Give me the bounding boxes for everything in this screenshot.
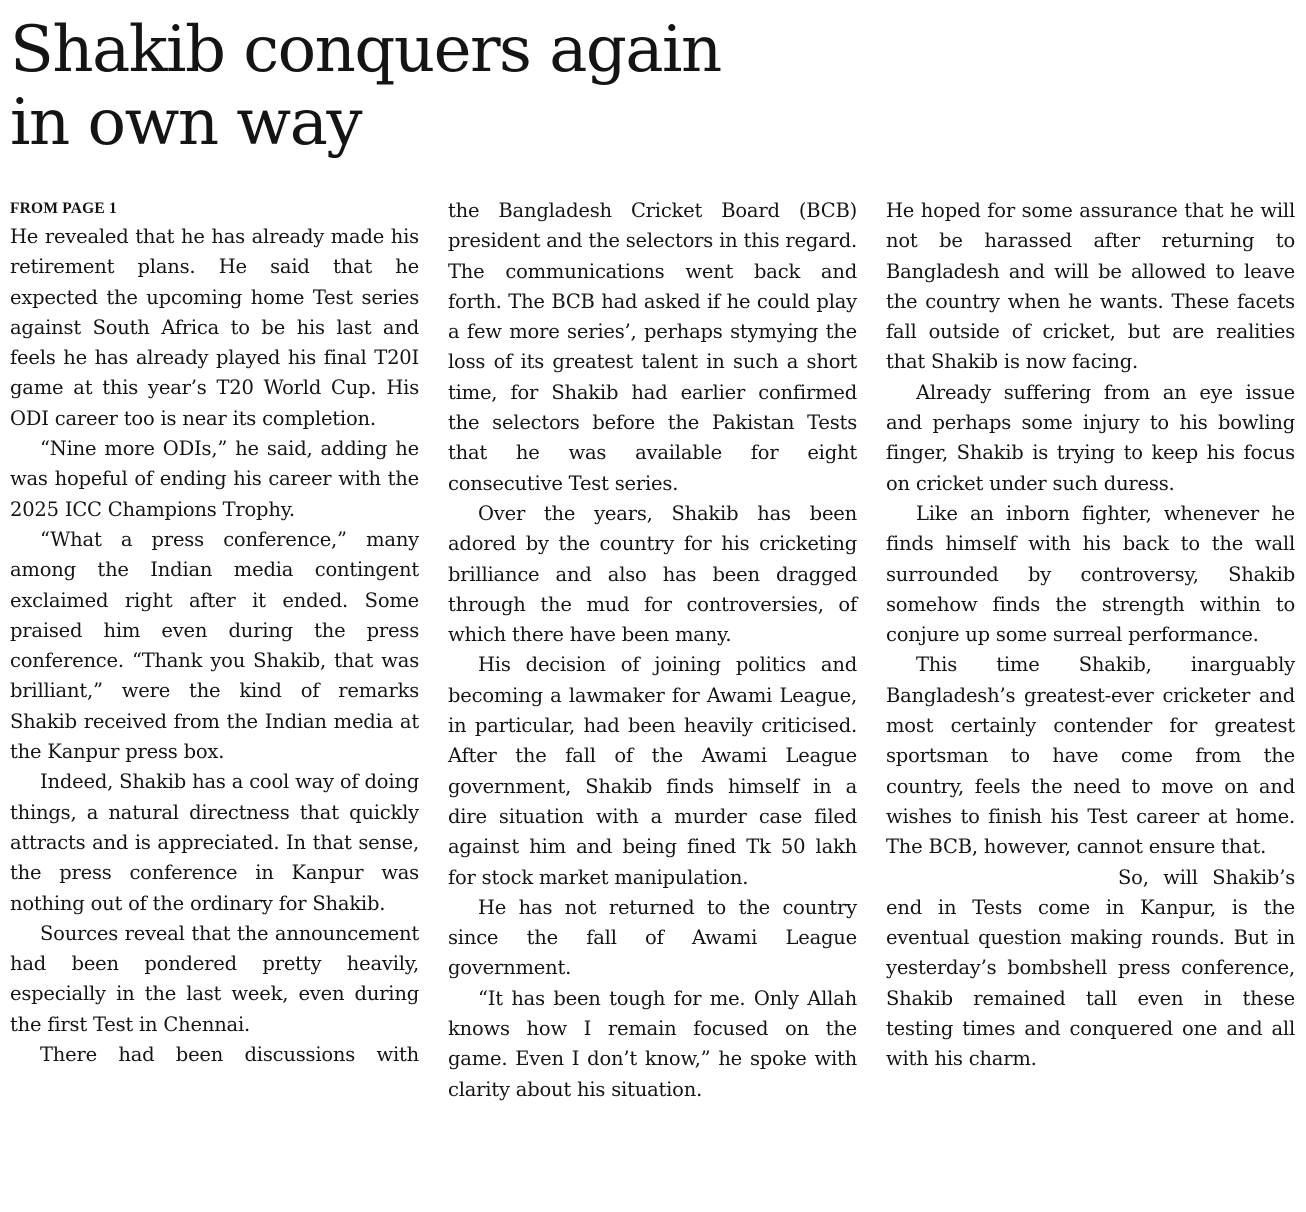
paragraph: Over the years, Shakib has been adored by the country for his cricketing brilliance and also has been dragged through the mud for controversies, of which there have been many. — [448, 501, 857, 647]
headline-line-1: Shakib conquers again — [10, 13, 721, 87]
paragraph: “Nine more ODIs,” he said, adding he was hopeful of ending his career with the 2025 ICC Champions Trophy. — [10, 437, 419, 521]
paragraph: His decision of joining politics and becoming a lawmaker for Awami League, in particular, had been heavily criticised. After the fall of the Awami League government, Shakib finds himself in a dire situation with a murder case filed against him and being fined Tk 50 lakh for stock market manipulation. — [448, 653, 857, 889]
paragraph: This time Shakib, inarguably Bangladesh’s greatest-ever cricketer and most certainly contender for greatest sportsman to have come from the country, feels the need to move on and wishes to finish his Test career at home. The BCB, however, cannot ensure that. — [886, 653, 1295, 859]
from-page-kicker: FROM PAGE 1 — [10, 200, 117, 217]
paragraph: There had been discussions with — [40, 1043, 419, 1067]
headline — [10, 14, 1010, 160]
paragraph: Like an inborn fighter, whenever he finds himself with his back to the wall surrounded by controversy, Shakib somehow finds the strength within to conjure up some surreal performance. — [886, 501, 1295, 647]
paragraph: Sources reveal that the announcement had been pondered pretty heavily, especially in the last week, even during the first Test in Chennai. — [10, 921, 419, 1036]
headline-line-2: in own way — [10, 86, 361, 160]
paragraph: He has not returned to the country since the fall of Awami League government. — [448, 895, 857, 980]
paragraph: the Bangladesh Cricket Board (BCB) president and the selectors in this regard. The communications went back and forth. The BCB had asked if he could play a few more series’, perhaps stymying the loss of its greatest talent in such a short time, for Shakib had earlier confirmed the selectors before the Pakistan Tests that he was available for eight consecutive Test series. — [448, 199, 857, 495]
paragraph: “It has been tough for me. Only Allah knows how I remain focused on the game. Even I don’t know,” he spoke with clarity about his situation. — [448, 986, 857, 1101]
article-column-3 — [886, 196, 1295, 1075]
paragraph: He hoped for some assurance that he will not be harassed after returning to Bangladesh and will be allowed to leave the country when he wants. These facets fall outside of cricket, but are realities that Shakib is now facing. — [886, 199, 1295, 374]
paragraph: Indeed, Shakib has a cool way of doing things, a natural directness that quickly attracts and is appreciated. In that sense, the press conference in Kanpur was nothing out of the ordinary for Shakib. — [10, 770, 419, 915]
article-column-1 — [10, 196, 419, 1070]
article-column-2 — [448, 196, 857, 1105]
paragraph: So, will Shakib’s end in Tests come in Kanpur, is the eventual question making rounds. But in yesterday’s bombshell press conference, Shakib remained tall even in these testing times and conquered one and all with his charm. — [886, 865, 1295, 1071]
paragraph: He revealed that he has already made his retirement plans. He said that he expected the upcoming home Test series against South Africa to be his last and feels he has already played his final T20I game at this year’s T20 World Cup. His ODI career too is near its completion. — [10, 225, 419, 430]
paragraph: “What a press conference,” many among the Indian media contingent exclaimed right after it ended. Some praised him even during the press conference. “Thank you Shakib, that was brilliant,” were the kind of remarks Shakib received from the Indian media at the Kanpur press box. — [10, 527, 419, 764]
paragraph: Already suffering from an eye issue and perhaps some injury to his bowling finger, Shakib is trying to keep his focus on cricket under such duress. — [886, 380, 1295, 495]
